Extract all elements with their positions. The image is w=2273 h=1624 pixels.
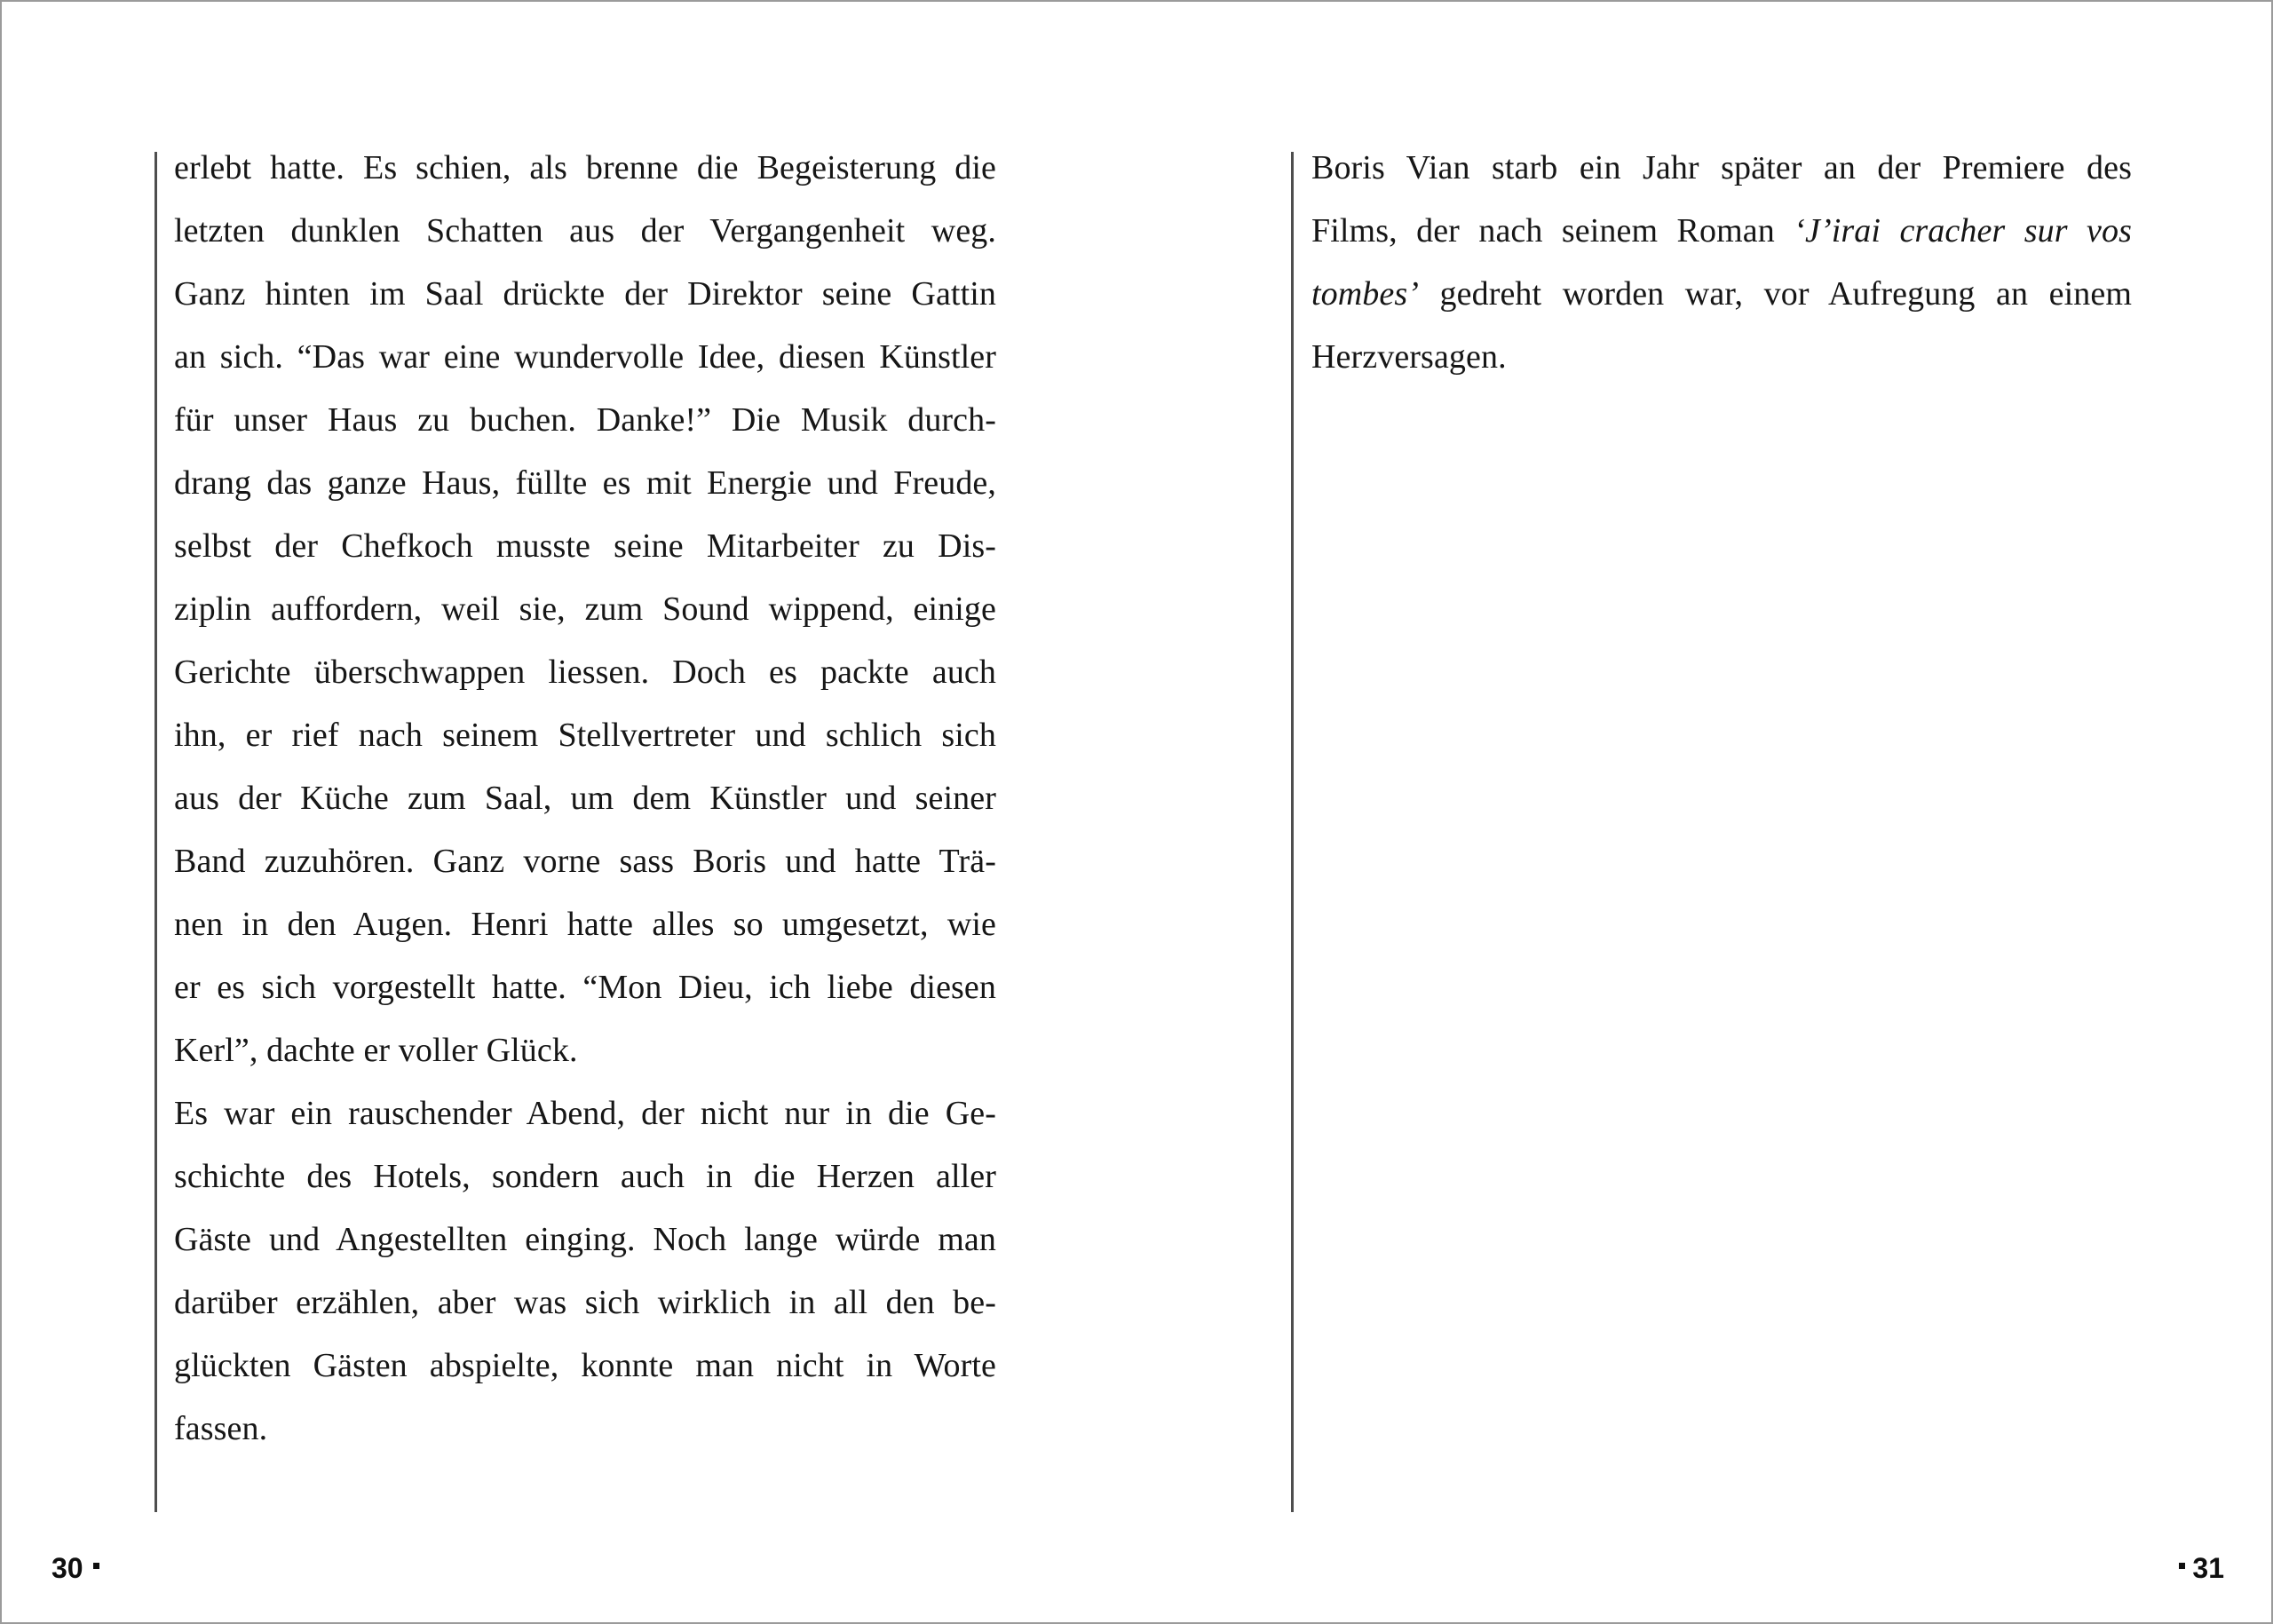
folio-dot-icon xyxy=(93,1563,99,1569)
right-page-number xyxy=(2179,1554,2224,1582)
text-line xyxy=(174,830,996,893)
text-segment: fassen. xyxy=(174,1410,268,1447)
left-page-number xyxy=(51,1554,99,1582)
text-segment: nen in den Augen. Henri hatte alles so umgesetzt, wie xyxy=(174,906,996,943)
text-segment: Boris Vian starb ein Jahr später an der Premiere des xyxy=(1311,149,2132,186)
text-segment: Kerl”, dachte er voller Glück. xyxy=(174,1032,578,1069)
text-segment: schichte des Hotels, sondern auch in die Herzen aller xyxy=(174,1158,996,1195)
text-segment: Ganz hinten im Saal drückte der Direktor seine Gattin xyxy=(174,275,996,313)
text-line xyxy=(174,1208,996,1271)
italic-text-segment: ‘J’irai cracher sur vos xyxy=(1794,212,2132,250)
text-line xyxy=(174,1271,996,1335)
text-line xyxy=(1311,326,2132,389)
text-line xyxy=(174,326,996,389)
italic-text-segment: tombes’ xyxy=(1311,275,1420,313)
text-line xyxy=(174,578,996,641)
text-line xyxy=(174,1082,996,1145)
text-segment: drang das ganze Haus, füllte es mit Energie und Freude, xyxy=(174,464,996,502)
text-segment: Es war ein rauschender Abend, der nicht nur in die Ge- xyxy=(174,1095,996,1132)
text-segment: erlebt hatte. Es schien, als brenne die Begeisterung die xyxy=(174,149,996,186)
text-line xyxy=(174,956,996,1019)
text-line xyxy=(174,704,996,767)
text-segment: darüber erzählen, aber was sich wirklich in all den be- xyxy=(174,1284,996,1321)
text-segment: für unser Haus zu buchen. Danke!” Die Musik durch- xyxy=(174,401,996,439)
text-line xyxy=(174,767,996,830)
text-line xyxy=(174,200,996,263)
text-segment: ziplin auffordern, weil sie, zum Sound wippend, einige xyxy=(174,590,996,628)
text-line xyxy=(174,452,996,515)
page-number-text: 30 xyxy=(51,1552,83,1584)
text-segment: aus der Küche zum Saal, um dem Künstler und seiner xyxy=(174,780,996,817)
page-number-text: 31 xyxy=(2192,1552,2224,1584)
text-line xyxy=(1311,137,2132,200)
text-segment: Gerichte überschwappen liessen. Doch es packte auch xyxy=(174,654,996,691)
right-page-text-column xyxy=(1311,137,2132,389)
text-line xyxy=(174,1019,996,1082)
text-line xyxy=(174,1335,996,1398)
text-segment: selbst der Chefkoch musste seine Mitarbeiter zu Dis- xyxy=(174,527,996,565)
text-line xyxy=(174,263,996,326)
right-text-column-rule xyxy=(1291,152,1294,1512)
text-segment: Gäste und Angestellten einging. Noch lange würde man xyxy=(174,1221,996,1258)
text-line xyxy=(174,1398,996,1461)
text-segment: Herzversagen. xyxy=(1311,338,1507,376)
text-segment: an sich. “Das war eine wundervolle Idee, diesen Künstler xyxy=(174,338,996,376)
folio-dot-icon xyxy=(2179,1563,2185,1569)
text-segment: er es sich vorgestellt hatte. “Mon Dieu, ich liebe diesen xyxy=(174,969,996,1006)
left-page-text-column xyxy=(174,137,996,1461)
text-segment: glückten Gästen abspielte, konnte man nicht in Worte xyxy=(174,1347,996,1384)
text-segment: Band zuzuhören. Ganz vorne sass Boris und hatte Trä- xyxy=(174,843,996,880)
text-segment: gedreht worden war, vor Aufregung an einem xyxy=(1419,275,2132,313)
text-line xyxy=(174,389,996,452)
left-text-column-rule xyxy=(154,152,157,1512)
text-line xyxy=(174,137,996,200)
text-segment: letzten dunklen Schatten aus der Vergangenheit weg. xyxy=(174,212,996,250)
text-line xyxy=(1311,200,2132,263)
text-segment: Films, der nach seinem Roman xyxy=(1311,212,1794,250)
text-line xyxy=(174,1145,996,1208)
text-segment: ihn, er rief nach seinem Stellvertreter und schlich sich xyxy=(174,717,996,754)
text-line xyxy=(174,515,996,578)
text-line xyxy=(1311,263,2132,326)
text-line xyxy=(174,641,996,704)
text-line xyxy=(174,893,996,956)
